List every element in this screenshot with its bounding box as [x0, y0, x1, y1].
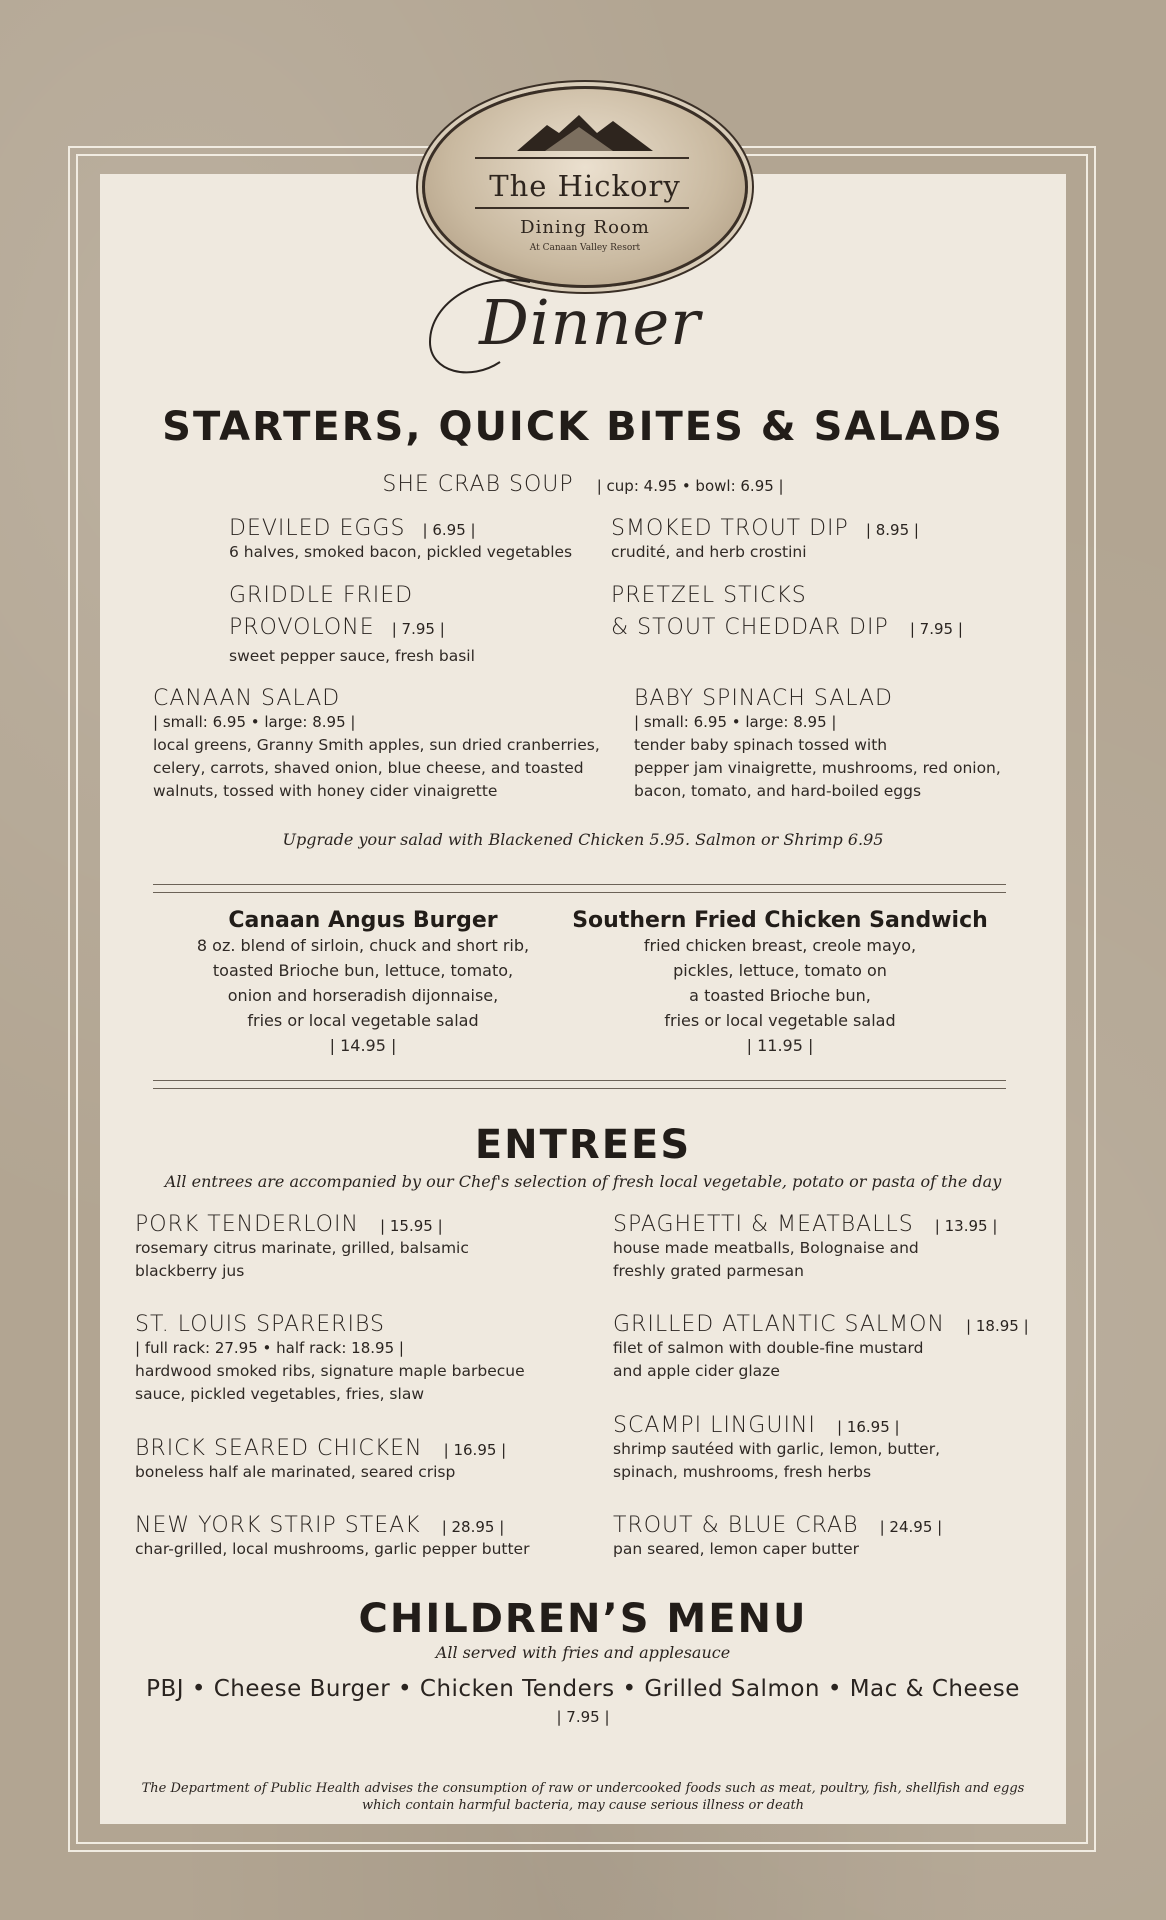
entree-item [613, 1513, 1073, 1561]
entree-name: ST. LOUIS SPARERIBS [135, 1312, 385, 1337]
logo-tagline: At Canaan Valley Resort [529, 243, 641, 253]
item-desc-line: local greens, Granny Smith apples, sun dried cranberries, [153, 736, 600, 754]
item-desc: sweet pepper sauce, fresh basil [229, 647, 475, 665]
entree-item [613, 1312, 1073, 1413]
item-name: BABY SPINACH SALAD [634, 686, 894, 711]
sandwich-desc-line: fries or local vegetable salad [247, 1011, 479, 1030]
item-smoked-trout-dip [611, 516, 919, 564]
entree-item [613, 1212, 1073, 1312]
item-price: | 8.95 | [865, 521, 919, 539]
sandwich-desc-line: toasted Brioche bun, lettuce, tomato, [212, 961, 514, 980]
entree-price: | 15.95 | [380, 1217, 443, 1235]
entree-desc-line: boneless half ale marinated, seared crisp [135, 1463, 456, 1481]
sandwich-desc-line: a toasted Brioche bun, [689, 986, 871, 1005]
entree-price: | 16.95 | [837, 1418, 900, 1436]
entrees-left-column [135, 1212, 575, 1561]
health-disclaimer [0, 1780, 1166, 1814]
item-price: | small: 6.95 • large: 8.95 | [634, 713, 837, 731]
entree-item [135, 1436, 575, 1513]
item-name-line2: & STOUT CHEDDAR DIP [611, 615, 889, 640]
item-desc-line: celery, carrots, shaved onion, blue cheese, and toasted [153, 759, 584, 777]
item-price: | 6.95 | [422, 521, 476, 539]
children-heading: CHILDREN’S MENU [358, 1596, 808, 1642]
sandwich-desc-line: pickles, lettuce, tomato on [673, 961, 887, 980]
entree-price: | 28.95 | [441, 1518, 505, 1536]
item-griddle-fried-provolone [229, 580, 475, 668]
entree-desc-line: rosemary citrus marinate, grilled, balsamic [135, 1239, 469, 1257]
starters-heading: STARTERS, QUICK BITES & SALADS [162, 404, 1004, 450]
divider-rule [153, 892, 1006, 893]
item-price: | 7.95 | [391, 620, 445, 638]
entree-desc-line: sauce, pickled vegetables, fries, slaw [135, 1385, 424, 1403]
soup-price: | cup: 4.95 • bowl: 6.95 | [596, 477, 784, 495]
item-desc-line: walnuts, tossed with honey cider vinaigrette [153, 782, 498, 800]
sandwich-desc-line: fried chicken breast, creole mayo, [643, 936, 917, 955]
divider-rule [153, 884, 1006, 885]
logo-rule-top [475, 157, 689, 159]
entrees-heading: ENTREES [474, 1122, 692, 1168]
entree-item [135, 1312, 575, 1436]
mountain-icon [517, 111, 653, 153]
sandwich-price: | 11.95 | [746, 1036, 814, 1055]
item-desc: crudité, and herb crostini [611, 543, 807, 561]
entree-name: BRICK SEARED CHICKEN [135, 1436, 423, 1461]
sandwich-price: | 14.95 | [329, 1036, 397, 1055]
children-items: PBJ • Cheese Burger • Chicken Tenders • Grilled Salmon • Mac & Cheese [146, 1676, 1020, 1702]
entree-item [613, 1413, 1073, 1513]
sandwich-desc-line: fries or local vegetable salad [664, 1011, 896, 1030]
entree-item [135, 1513, 575, 1561]
item-deviled-eggs [229, 516, 572, 564]
divider-rule [153, 1088, 1006, 1089]
sandwich-burger [163, 908, 563, 1058]
item-price: | small: 6.95 • large: 8.95 | [153, 713, 356, 731]
entree-desc-line: freshly grated parmesan [613, 1262, 804, 1280]
entree-name: SCAMPI LINGUINI [613, 1413, 816, 1438]
logo-subtitle: Dining Room [520, 217, 650, 238]
sandwich-desc-line: onion and horseradish dijonnaise, [227, 986, 499, 1005]
salad-upgrade-note: Upgrade your salad with Blackened Chicken 5.95. Salmon or Shrimp 6.95 [282, 830, 884, 849]
item-name: DEVILED EGGS [229, 516, 406, 541]
sandwich-chicken [570, 908, 990, 1058]
entree-desc-line: filet of salmon with double-fine mustard [613, 1339, 924, 1357]
sandwich-name: Southern Fried Chicken Sandwich [572, 908, 988, 933]
entree-name: SPAGHETTI & MEATBALLS [613, 1212, 914, 1237]
entree-desc-line: blackberry jus [135, 1262, 245, 1280]
entree-item [135, 1212, 575, 1312]
entrees-right-column [613, 1212, 1073, 1561]
item-desc-line: tender baby spinach tossed with [634, 736, 888, 754]
restaurant-logo [422, 86, 748, 288]
logo-rule-bottom [475, 207, 689, 209]
entree-name: PORK TENDERLOIN [135, 1212, 359, 1237]
entree-desc-line: house made meatballs, Bolognaise and [613, 1239, 919, 1257]
item-desc-line: pepper jam vinaigrette, mushrooms, red onion, [634, 759, 1001, 777]
entrees-note: All entrees are accompanied by our Chef's selection of fresh local vegetable, potato or pasta of the day [164, 1172, 1002, 1191]
item-pretzel-sticks [611, 580, 963, 645]
sandwich-desc-line: 8 oz. blend of sirloin, chuck and short rib, [196, 936, 530, 955]
item-desc-line: bacon, tomato, and hard-boiled eggs [634, 782, 922, 800]
logo-title: The Hickory [489, 169, 681, 203]
disclaimer-line: which contain harmful bacteria, may cause serious illness or death [361, 1798, 805, 1813]
entree-desc-line: shrimp sautéed with garlic, lemon, butter, [613, 1440, 941, 1458]
soup-line [0, 472, 1166, 497]
entree-name: TROUT & BLUE CRAB [613, 1513, 859, 1538]
item-desc: 6 halves, smoked bacon, pickled vegetables [229, 543, 573, 561]
entree-price: | 24.95 | [879, 1518, 943, 1536]
entree-price: | 13.95 | [934, 1217, 998, 1235]
item-price: | 7.95 | [909, 620, 963, 638]
dinner-script-title: Dinner [479, 286, 701, 359]
entree-desc-line: char-grilled, local mushrooms, garlic pepper butter [135, 1540, 530, 1558]
entree-name: GRILLED ATLANTIC SALMON [613, 1312, 945, 1337]
item-name-line2: PROVOLONE [229, 615, 375, 640]
entree-desc-line: pan seared, lemon caper butter [613, 1540, 860, 1558]
item-name-line1: PRETZEL STICKS [611, 583, 807, 608]
entree-price: | full rack: 27.95 • half rack: 18.95 | [135, 1339, 404, 1357]
entree-price: | 16.95 | [443, 1441, 507, 1459]
entree-desc-line: and apple cider glaze [613, 1362, 780, 1380]
item-canaan-salad [153, 686, 600, 803]
children-note: All served with fries and applesauce [435, 1643, 731, 1662]
disclaimer-line: The Department of Public Health advises the consumption of raw or undercooked foods such as meat, poultry, fish, shellfish and eggs [141, 1781, 1025, 1796]
item-baby-spinach-salad [634, 686, 1001, 803]
divider-rule [153, 1080, 1006, 1081]
entree-desc-line: hardwood smoked ribs, signature maple barbecue [135, 1362, 525, 1380]
item-name: SMOKED TROUT DIP [611, 516, 849, 541]
entree-name: NEW YORK STRIP STEAK [135, 1513, 421, 1538]
soup-name: SHE CRAB SOUP [382, 472, 574, 497]
children-price: | 7.95 | [556, 1708, 610, 1726]
entree-price: | 18.95 | [966, 1317, 1029, 1335]
item-name: CANAAN SALAD [153, 686, 341, 711]
sandwich-name: Canaan Angus Burger [228, 908, 498, 933]
entree-desc-line: spinach, mushrooms, fresh herbs [613, 1463, 872, 1481]
item-name-line1: GRIDDLE FRIED [229, 583, 414, 608]
